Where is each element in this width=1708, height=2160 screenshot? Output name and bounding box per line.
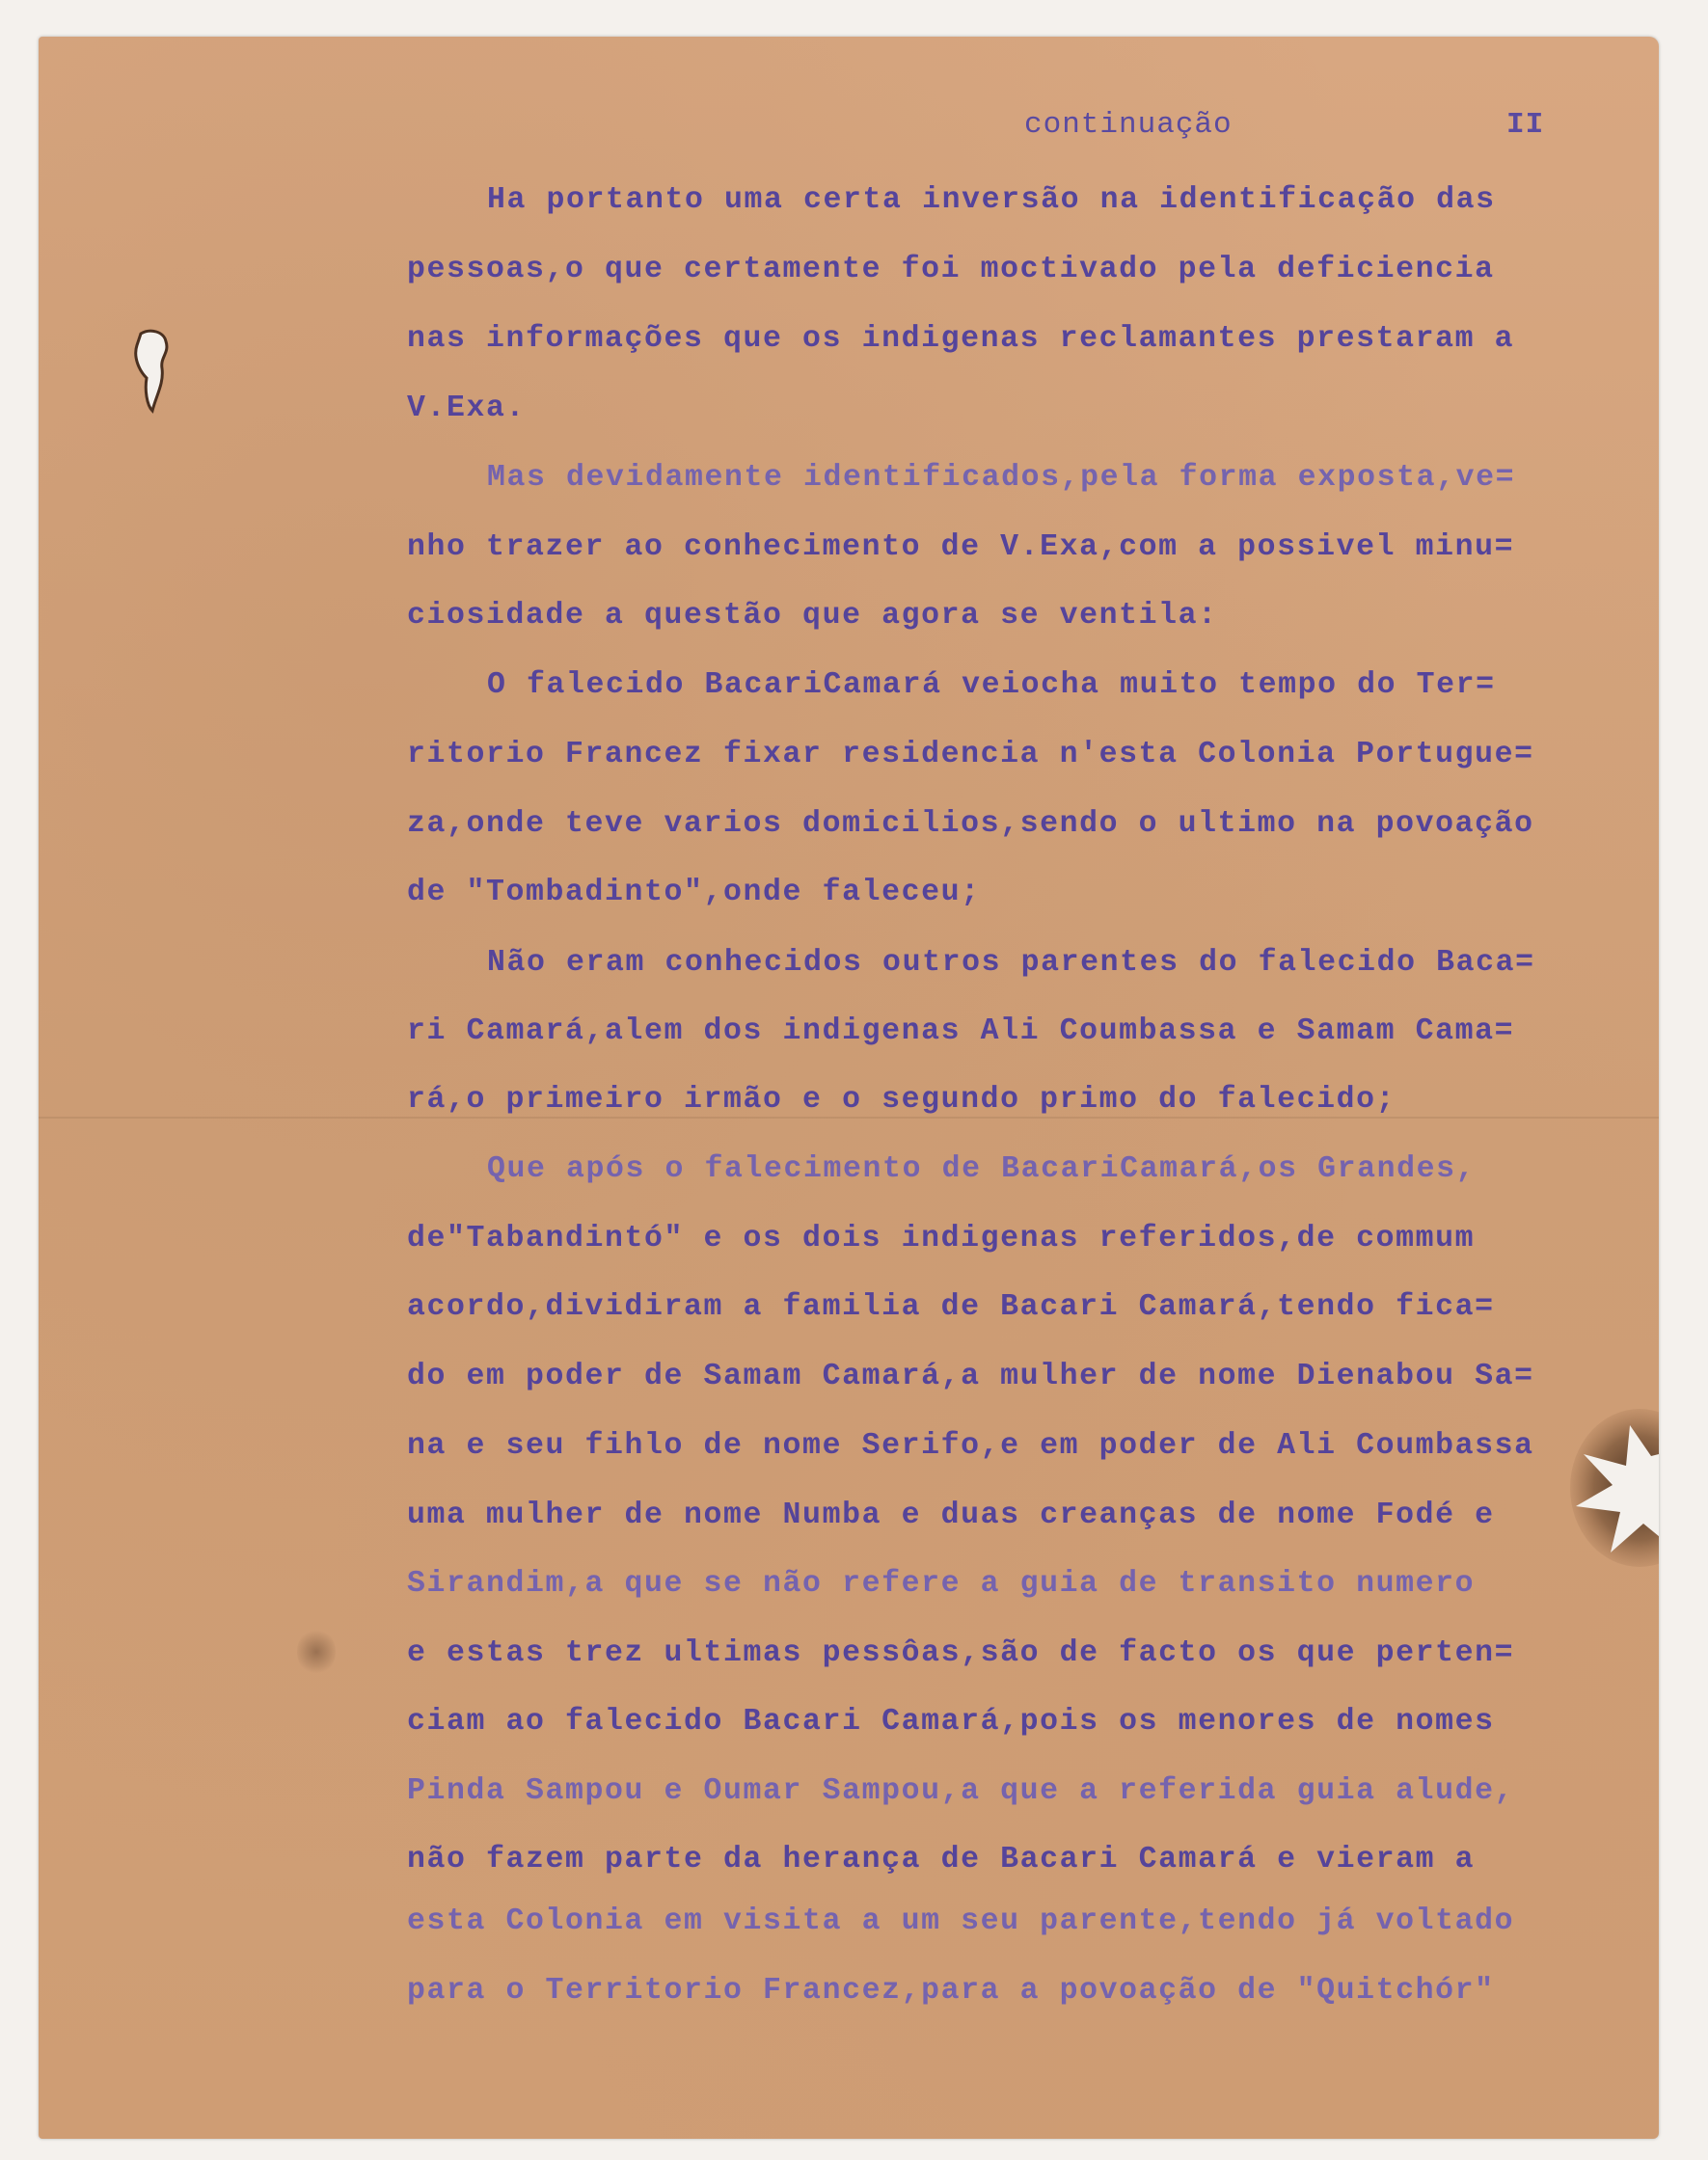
burn-mark xyxy=(1562,1406,1659,1570)
text-line: Mas devidamente identificados,pela forma exposta,ve= xyxy=(487,461,1516,495)
text-line: de"Tabandintó" e os dois indigenas referidos,de commum xyxy=(407,1222,1476,1256)
text-line: nas informações que os indigenas reclamantes prestaram a xyxy=(407,322,1515,356)
page-number: II xyxy=(1506,108,1545,142)
text-line: ritorio Francez fixar residencia n'esta Colonia Portugue= xyxy=(407,738,1534,771)
text-line: Pinda Sampou e Oumar Sampou,a que a referida guia alude, xyxy=(407,1774,1515,1808)
continuation-label: continuação xyxy=(1024,108,1233,142)
text-line: Não eram conhecidos outros parentes do falecido Baca= xyxy=(487,946,1535,980)
text-line: Sirandim,a que se não refere a guia de transito numero xyxy=(407,1567,1476,1601)
page-header xyxy=(0,108,1708,147)
text-line: za,onde teve varios domicilios,sendo o ultimo na povoação xyxy=(407,807,1534,841)
text-line: do em poder de Samam Camará,a mulher de nome Dienabou Sa= xyxy=(407,1360,1534,1393)
text-line: ciosidade a questão que agora se ventila: xyxy=(407,599,1218,633)
ink-smudge xyxy=(297,1628,336,1676)
paper-hole xyxy=(131,328,174,415)
text-line: pessoas,o que certamente foi moctivado pela deficiencia xyxy=(407,253,1495,286)
text-line: e estas trez ultimas pessôas,são de facto os que perten= xyxy=(407,1636,1515,1670)
text-line: V.Exa. xyxy=(407,392,527,425)
text-line: rá,o primeiro irmão e o segundo primo do falecido; xyxy=(407,1083,1396,1117)
text-line: de "Tombadinto",onde faleceu; xyxy=(407,876,981,909)
text-line: para o Territorio Francez,para a povoação de "Quitchór" xyxy=(407,1974,1495,2008)
text-line: não fazem parte da herança de Bacari Camará e vieram a xyxy=(407,1843,1476,1876)
text-line: O falecido BacariCamará veiocha muito tempo do Ter= xyxy=(487,668,1496,702)
text-line: Ha portanto uma certa inversão na identificação das xyxy=(487,183,1496,217)
text-line: acordo,dividiram a familia de Bacari Camará,tendo fica= xyxy=(407,1290,1495,1324)
text-line: Que após o falecimento de BacariCamará,os Grandes, xyxy=(487,1152,1477,1186)
text-line: uma mulher de nome Numba e duas creanças de nome Fodé e xyxy=(407,1498,1495,1532)
text-line: esta Colonia em visita a um seu parente,tendo já voltado xyxy=(407,1904,1515,1938)
text-line: nho trazer ao conhecimento de V.Exa,com a possivel minu= xyxy=(407,530,1515,564)
text-line: ri Camará,alem dos indigenas Ali Coumbassa e Samam Cama= xyxy=(407,1014,1515,1048)
text-line: na e seu fihlo de nome Serifo,e em poder de Ali Coumbassa xyxy=(407,1429,1534,1463)
text-line: ciam ao falecido Bacari Camará,pois os menores de nomes xyxy=(407,1705,1495,1739)
